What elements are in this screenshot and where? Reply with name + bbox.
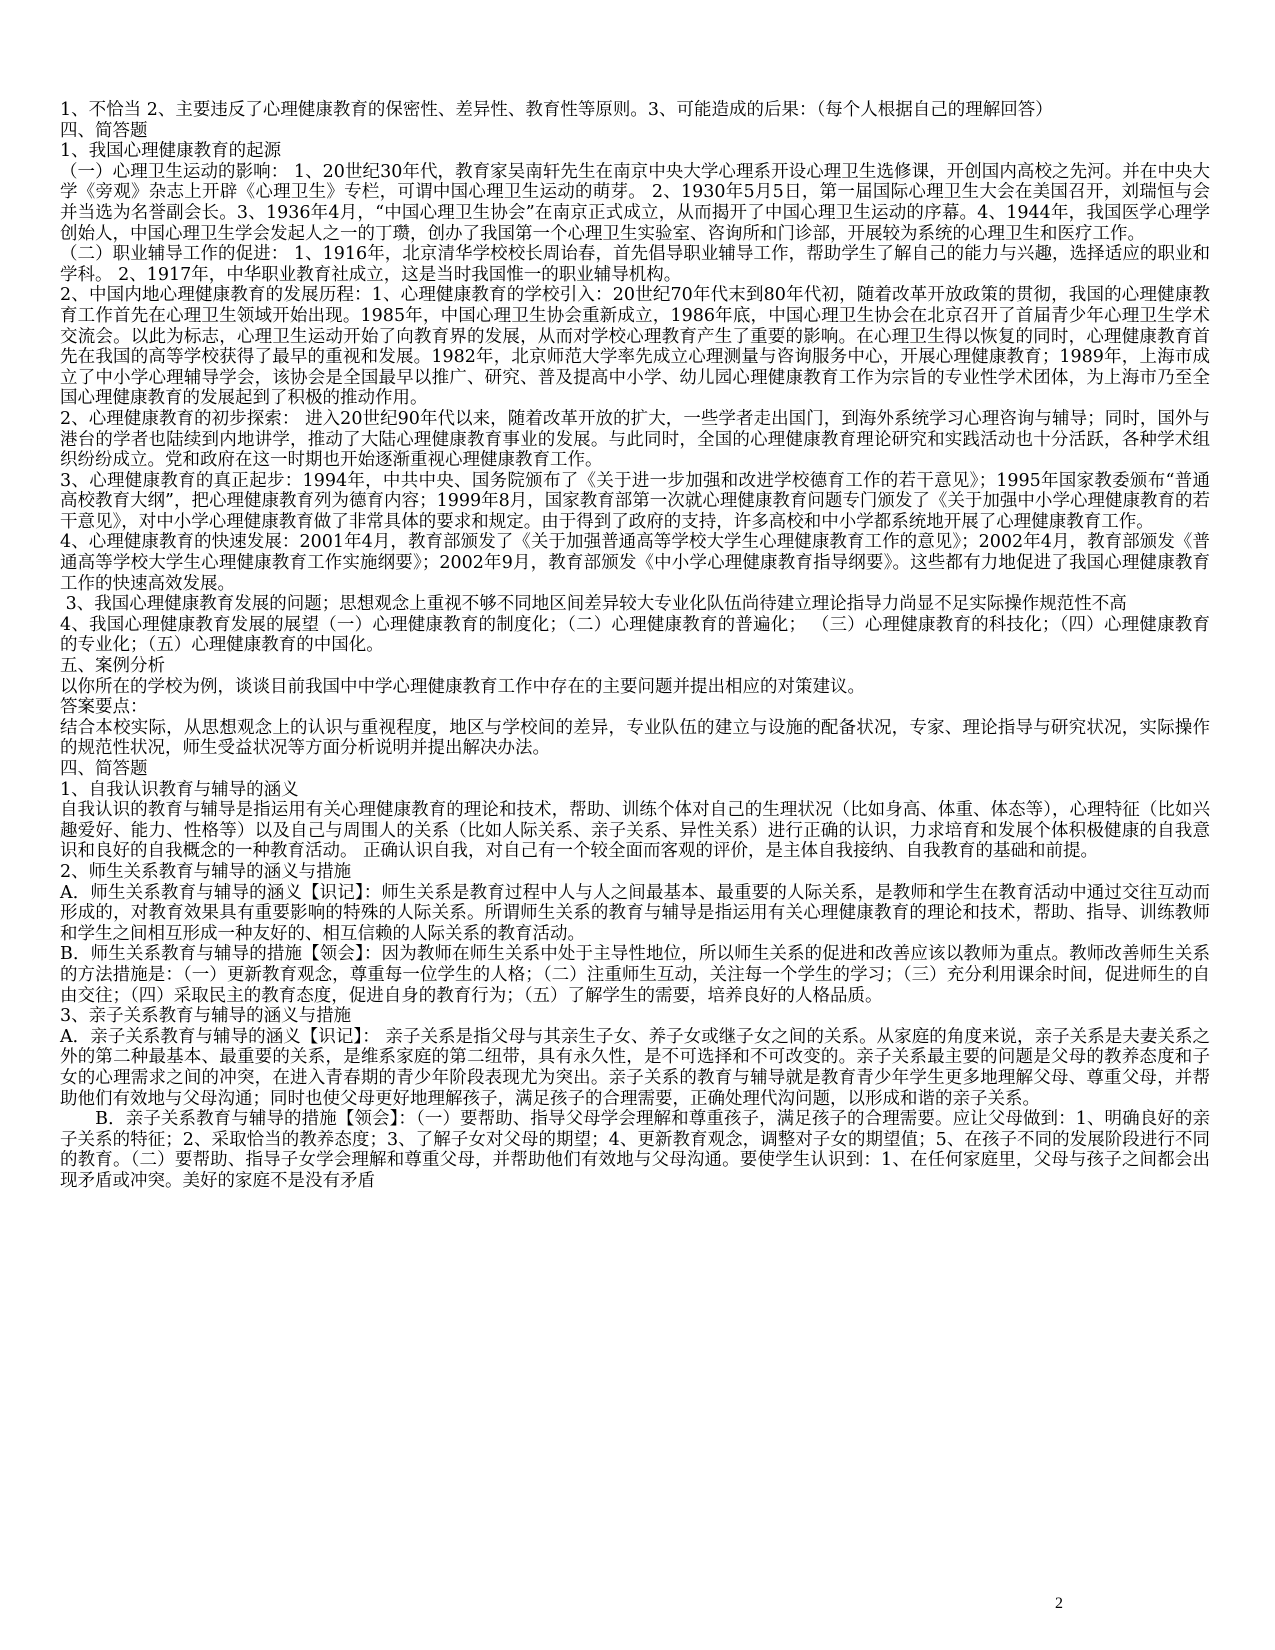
paragraph: 2、心理健康教育的初步探索： 进入20世纪90年代以来，随着改革开放的扩大，一些学者走出国门，到海外系统学习心理咨询与辅导；同时，国外与港台的学者也陆续到内地讲学，推动了大陆心理健康教育事业的发展。与此同时，全国的心理健康教育理论研究和实践活动也十分活跃，各种学术组织纷纷成立。党和政府在这一时期也开始逐渐重视心理健康教育工作。 xyxy=(60,408,1210,471)
paragraph: 自我认识的教育与辅导是指运用有关心理健康教育的理论和技术，帮助、训练个体对自己的生理状况（比如身高、体重、体态等），心理特征（比如兴趣爱好、能力、性格等）以及自己与周围人的关系（比如人际关系、亲子关系、异性关系）进行正确的认识，力求培育和发展个体积极健康的自我意识和良好的自我概念的一种教育活动。 正确认识自我，对自己有一个较全面而客观的评价，是主体自我接纳、自我教育的基础和前提。 xyxy=(60,800,1210,862)
subsection-heading: 1、自我认识教育与辅导的涵义 xyxy=(60,779,299,800)
paragraph: 4、心理健康教育的快速发展：2001年4月，教育部颁发了《关于加强普通高等学校大学生心理健康教育工作的意见》；2002年4月，教育部颁发《普通高等学校大学生心理健康教育工作实施纲要》；2002年9月，教育部颁发《中小学心理健康教育指导纲要》。这些都有力地促进了我国心理健康教育工作的快速高效发展。 xyxy=(60,532,1210,594)
paragraph: （一）心理卫生运动的影响： 1、20世纪30年代，教育家吴南轩先生在南京中央大学心理系开设心理卫生选修课，开创国内高校之先河。并在中央大学《旁观》杂志上开辟《心理卫生》专栏，可谓中国心理卫生运动的萌芽。 2、1930年5月5日，第一届国际心理卫生大会在美国召开，刘瑞恒与会并当选为名誉副会长。3、1936年4月，“中国心理卫生协会”在南京正式成立，从而揭开了中国心理卫生运动的序幕。4、1944年，我国医学心理学创始人，中国心理卫生学会发起人之一的丁瓒，创办了我国第一个心理卫生实验室、咨询所和门诊部，开展较为系统的心理卫生和医疗工作。 xyxy=(60,161,1210,244)
paragraph: 结合本校实际，从思想观念上的认识与重视程度，地区与学校间的差异，专业队伍的建立与设施的配备状况，专家、理论指导与研究状况，实际操作的规范性状况，师生受益状况等方面分析说明并提出解决办法。 xyxy=(60,717,1210,759)
paragraph: 2、中国内地心理健康教育的发展历程：1、心理健康教育的学校引入：20世纪70年代末到80年代初，随着改革开放政策的贯彻，我国的心理健康教育工作首先在心理卫生领域开始出现。1985年，中国心理卫生协会重新成立，1986年底，中国心理卫生协会在北京召开了首届青少年心理卫生学术交流会。以此为标志，心理卫生运动开始了向教育界的发展，从而对学校心理教育产生了重要的影响。在心理卫生得以恢复的同时，心理健康教育首先在我国的高等学校获得了最早的重视和发展。1982年，北京师范大学率先成立心理测量与咨询服务中心，开展心理健康教育；1989年，上海市成立了中小学心理辅导学会，该协会是全国最早以推广、研究、普及提高中小学、幼儿园心理健康教育工作为宗旨的专业性学术团体，为上海市乃至全国心理健康教育的发展起到了积极的推动作用。 xyxy=(60,285,1210,409)
paragraph: （二）职业辅导工作的促进： 1、1916年，北京清华学校校长周诒春，首先倡导职业辅导工作，帮助学生了解自己的能力与兴趣，选择适应的职业和学科。 2、1917年，中华职业教育社成立，这是当时我国惟一的职业辅导机构。 xyxy=(60,244,1210,285)
subsection-heading: 1、我国心理健康教育的起源 xyxy=(60,141,282,162)
section-heading: 五、案例分析 xyxy=(60,656,165,677)
paragraph: A．师生关系教育与辅导的涵义【识记】：师生关系是教育过程中人与人之间最基本、最重要的人际关系，是教师和学生在教育活动中通过交往互动而形成的，对教育效果具有重要影响的特殊的人际关系。所谓师生关系的教育与辅导是指运用有关心理健康教育的理论和技术，帮助、指导、训练教师和学生之间相互形成一种友好的、相互信赖的人际关系的教育活动。 xyxy=(60,882,1210,944)
paragraph: B．亲子关系教育与辅导的措施【领会】：（一）要帮助、指导父母学会理解和尊重孩子，满足孩子的合理需要。应让父母做到：1、明确良好的亲子关系的特征；2、采取恰当的教养态度；3、了解子女对父母的期望；4、更新教育观念，调整对子女的期望值；5、在孩子不同的发展阶段进行不同的教育。（二）要帮助、指导子女学会理解和尊重父母，并帮助他们有效地与父母沟通。要使学生认识到：1、在任何家庭里，父母与孩子之间都会出现矛盾或冲突。美好的家庭不是没有矛盾 xyxy=(60,1109,1211,1191)
page-number: 2 xyxy=(1055,1595,1063,1612)
subsection-heading: 2、师生关系教育与辅导的涵义与措施 xyxy=(60,861,352,882)
section-heading: 四、简答题 xyxy=(60,759,148,779)
paragraph: B．师生关系教育与辅导的措施【领会】：因为教师在师生关系中处于主导性地位，所以师生关系的促进和改善应该以教师为重点。教师改善师生关系的方法措施是：（一）更新教育观念，尊重每一位学生的人格；（二）注重师生互动，关注每一个学生的学习；（三）充分利用课余时间，促进师生的自由交往；（四）采取民主的教育态度，促进自身的教育行为；（五）了解学生的需要，培养良好的人格品质。 xyxy=(60,944,1210,1006)
paragraph: 3、我国心理健康教育发展的问题；思想观念上重视不够不同地区间差异较大专业化队伍尚待建立理论指导力尚显不足实际操作规范性不高 xyxy=(60,594,1127,615)
document-body xyxy=(60,100,1210,1191)
paragraph: 以你所在的学校为例，谈谈目前我国中中学心理健康教育工作中存在的主要问题并提出相应的对策建议。 xyxy=(60,676,865,697)
paragraph: 4、我国心理健康教育发展的展望（一）心理健康教育的制度化；（二）心理健康教育的普遍化； （三）心理健康教育的科技化；（四）心理健康教育的专业化；（五）心理健康教育的中国化。 xyxy=(60,614,1210,656)
paragraph: A．亲子关系教育与辅导的涵义【识记】： 亲子关系是指父母与其亲生子女、养子女或继子女之间的关系。从家庭的角度来说，亲子关系是夫妻关系之外的第二种最基本、最重要的关系，是维系家庭的第二纽带，具有永久性，是不可选择和不可改变的。亲子关系最主要的问题是父母的教养态度和子女的心理需求之间的冲突，在进入青春期的青少年阶段表现尤为突出。亲子关系的教育与辅导就是教育青少年学生更多地理解父母、尊重父母，并帮助他们有效地与父母沟通；同时也使父母更好地理解孩子，满足孩子的合理需要，正确处理代沟问题，以形成和谐的亲子关系。 xyxy=(60,1026,1210,1109)
paragraph: 3、心理健康教育的真正起步：1994年，中共中央、国务院颁布了《关于进一步加强和改进学校德育工作的若干意见》；1995年国家教委颁布“普通高校教育大纲”，把心理健康教育列为德育内容；1999年8月，国家教育部第一次就心理健康教育问题专门颁发了《关于加强中小学心理健康教育的若干意见》，对中小学心理健康教育做了非常具体的要求和规定。由于得到了政府的支持，许多高校和中小学都系统地开展了心理健康教育工作。 xyxy=(60,470,1210,532)
section-heading: 四、简答题 xyxy=(60,120,148,141)
paragraph: 答案要点： xyxy=(60,697,148,718)
subsection-heading: 3、亲子关系教育与辅导的涵义与措施 xyxy=(60,1006,352,1027)
paragraph: 1、不恰当 2、主要违反了心理健康教育的保密性、差异性、教育性等原则。3、可能造成的后果：（每个人根据自己的理解回答） xyxy=(60,100,1053,120)
